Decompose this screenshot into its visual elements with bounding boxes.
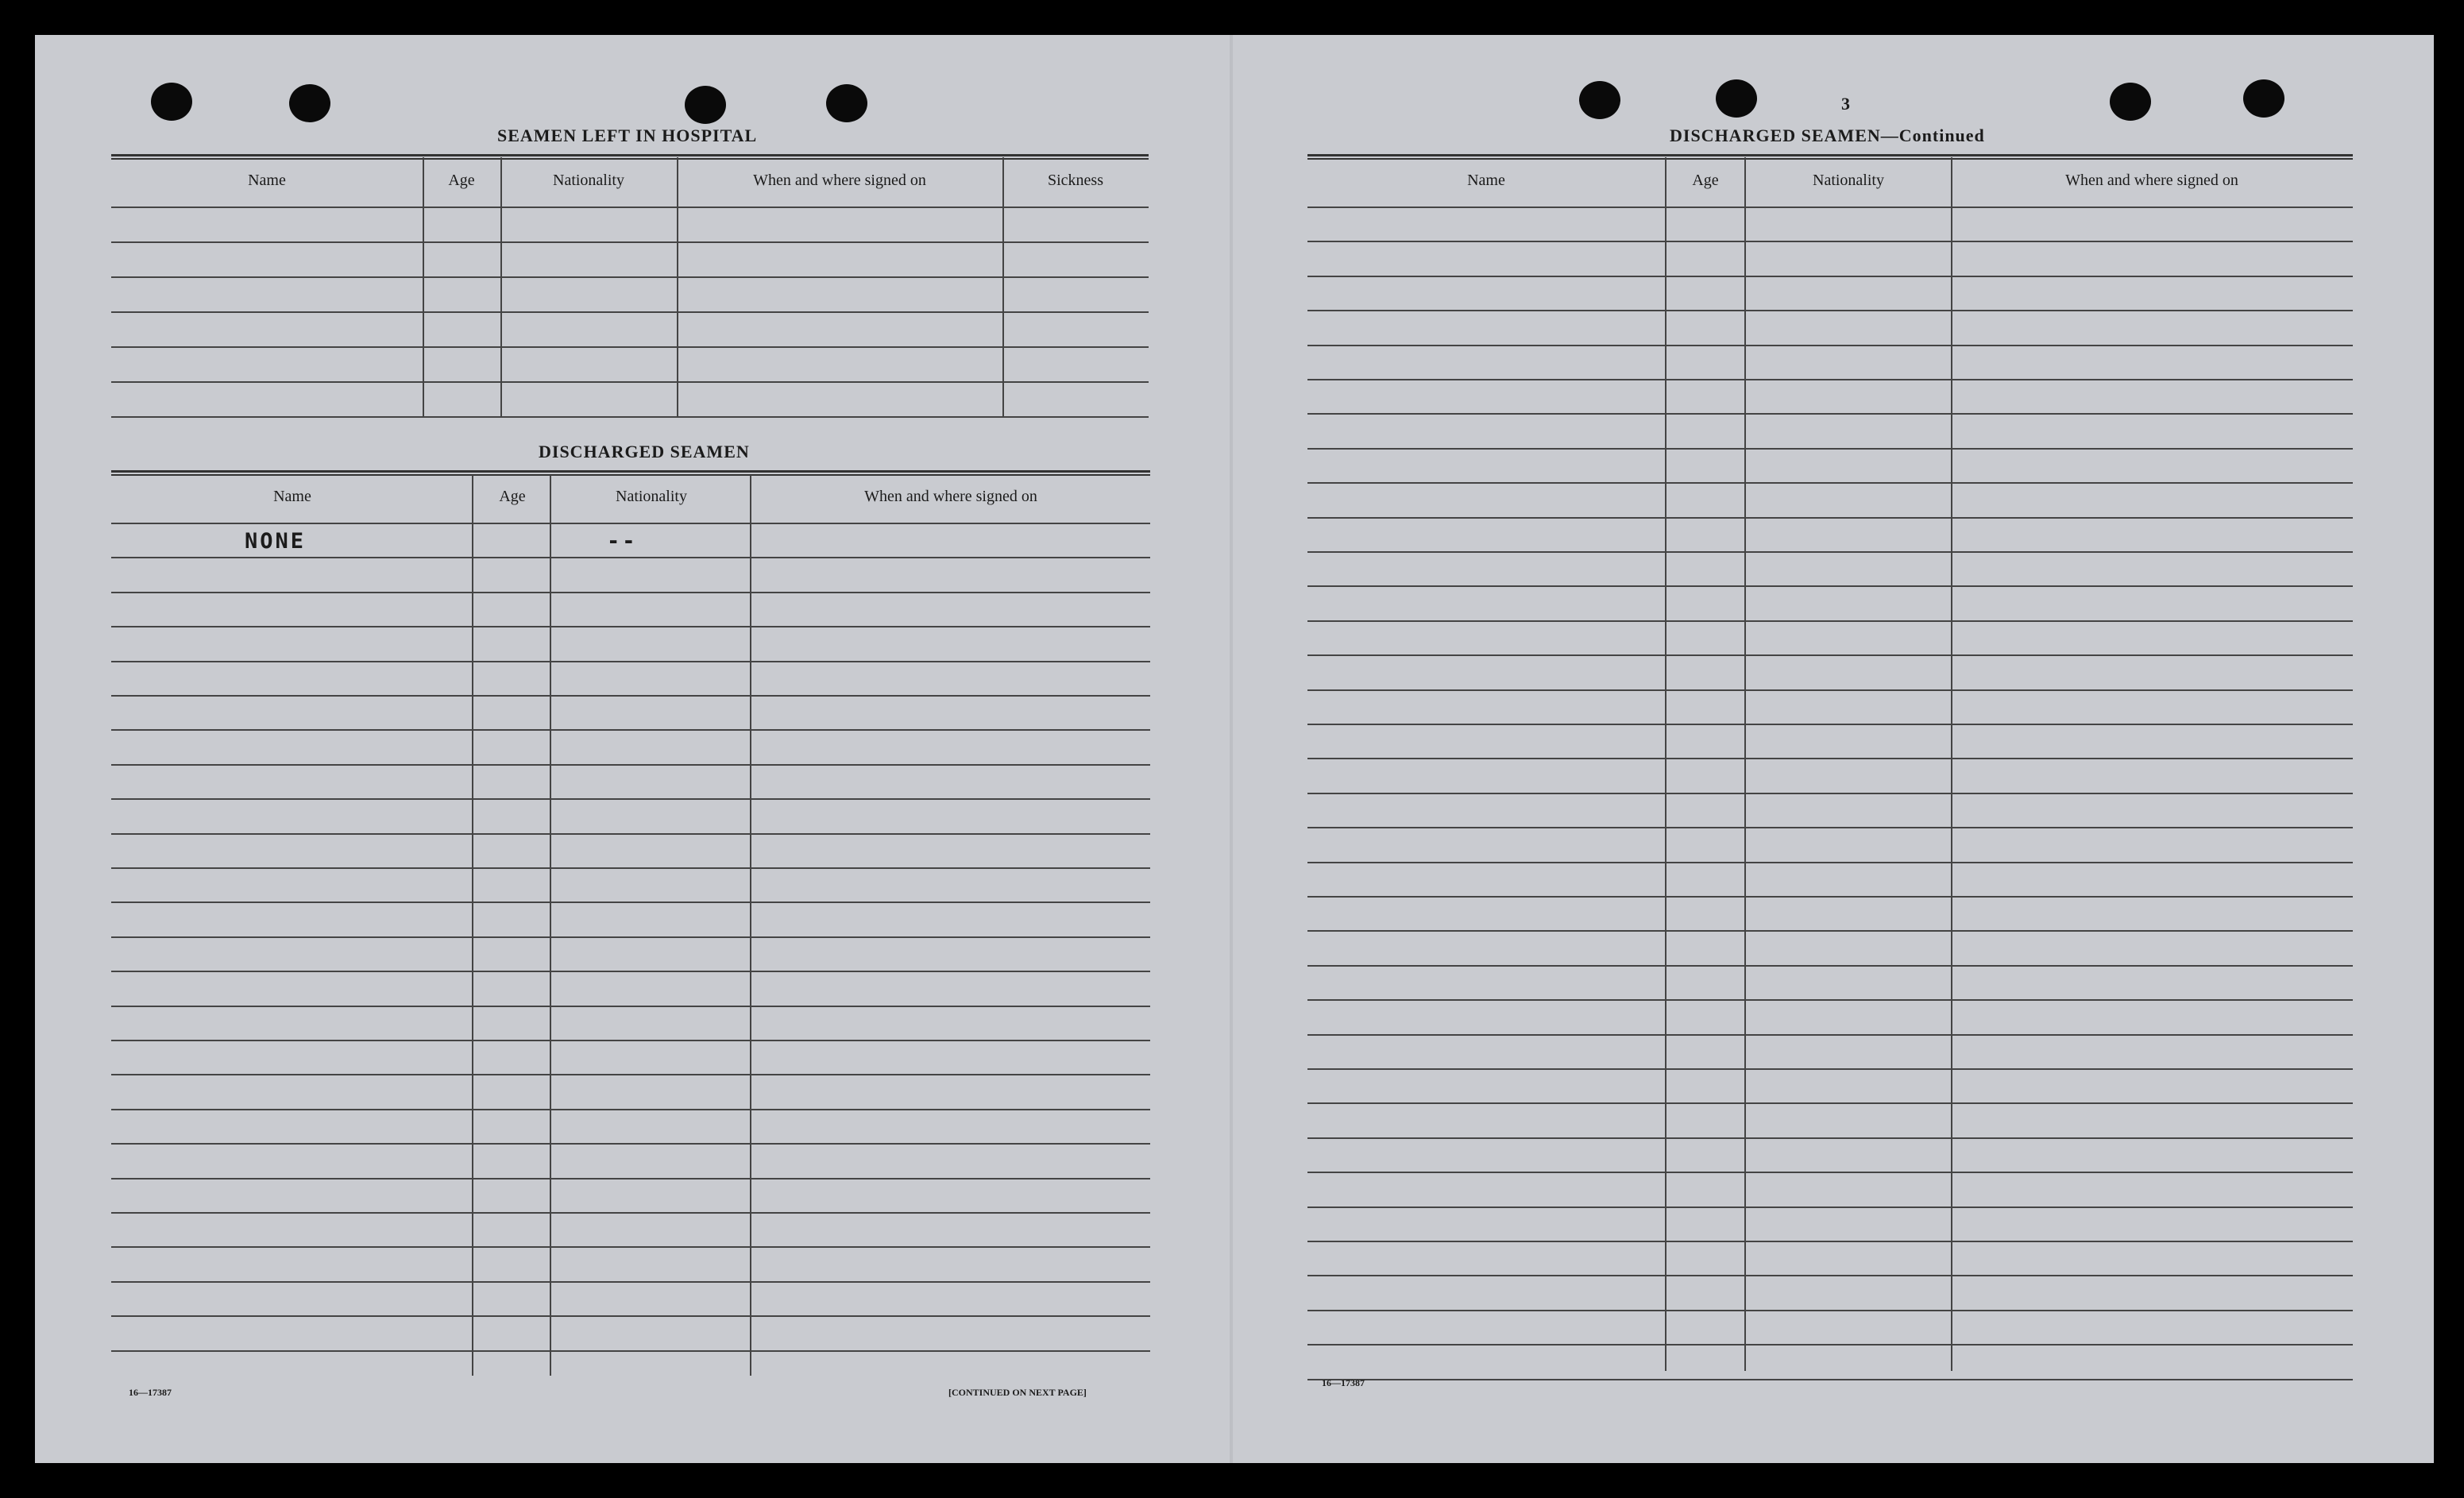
right-form-number: 16—17387 <box>1322 1377 1365 1388</box>
table-row-line <box>111 936 1150 938</box>
table-row-line <box>1307 758 2353 759</box>
table-row-line <box>111 729 1150 731</box>
table-row-line <box>111 241 1149 243</box>
table-row-line <box>1307 276 2353 277</box>
table-row-line <box>111 381 1149 383</box>
table-row-line <box>111 1040 1150 1041</box>
hospital-col-age: Age <box>448 172 475 189</box>
table-row-line <box>1307 724 2353 725</box>
table-row-line <box>1307 241 2353 242</box>
table-row-line <box>111 1143 1150 1145</box>
table-row-line <box>1307 1241 2353 1242</box>
discharged-col-age: Age <box>499 488 526 505</box>
table-row-line <box>111 523 1150 524</box>
table-row-line <box>1307 1310 2353 1311</box>
table-row-line <box>111 1281 1150 1283</box>
table-row-line <box>1307 1034 2353 1036</box>
discharged-entry-nationality: -- <box>607 529 638 554</box>
continued-col-age: Age <box>1692 172 1719 189</box>
table-row-line <box>111 416 1149 418</box>
hospital-header-rule <box>111 154 1149 160</box>
table-row-line <box>111 833 1150 835</box>
table-row-line <box>1307 207 2353 208</box>
continued-col-name: Name <box>1467 172 1505 189</box>
table-row-line <box>1307 379 2353 380</box>
hospital-col-divider <box>677 157 678 418</box>
table-row-line <box>1307 1137 2353 1139</box>
table-row-line <box>111 592 1150 593</box>
table-row-line <box>111 1109 1150 1110</box>
page-fold <box>1230 35 1233 1463</box>
table-row-line <box>111 346 1149 348</box>
continued-col-nationality: Nationality <box>1813 172 1884 189</box>
hospital-col-nationality: Nationality <box>553 172 624 189</box>
punch-hole <box>826 84 867 122</box>
hospital-col-sickness: Sickness <box>1048 172 1103 189</box>
table-row-line <box>1307 1068 2353 1070</box>
table-row-line <box>111 1246 1150 1248</box>
hospital-col-divider <box>1002 157 1004 418</box>
continued-col-divider <box>1951 157 1952 1371</box>
punch-hole <box>1579 81 1620 119</box>
table-row-line <box>111 1350 1150 1352</box>
discharged-col-name: Name <box>273 488 311 505</box>
hospital-section-title: SEAMEN LEFT IN HOSPITAL <box>497 125 758 145</box>
table-row-line <box>111 1178 1150 1179</box>
table-row-line <box>1307 1207 2353 1208</box>
table-row-line <box>111 557 1150 558</box>
continued-note: [CONTINUED ON NEXT PAGE] <box>948 1387 1087 1398</box>
continued-col-divider <box>1744 157 1746 1371</box>
table-row-line <box>1307 1102 2353 1104</box>
table-row-line <box>1307 345 2353 346</box>
table-row-line <box>1307 965 2353 967</box>
table-row-line <box>111 1315 1150 1317</box>
table-row-line <box>111 902 1150 903</box>
table-row-line <box>1307 999 2353 1001</box>
table-row-line <box>111 207 1149 208</box>
table-row-line <box>111 311 1149 313</box>
punch-hole <box>685 86 726 124</box>
left-form-number: 16—17387 <box>129 1387 172 1398</box>
table-row-line <box>1307 1344 2353 1345</box>
table-row-line <box>1307 689 2353 691</box>
table-row-line <box>111 626 1150 627</box>
hospital-col-name: Name <box>248 172 286 189</box>
table-row-line <box>1307 585 2353 587</box>
punch-hole <box>2110 83 2151 121</box>
hospital-col-divider <box>500 157 502 418</box>
table-row-line <box>111 971 1150 972</box>
table-row-line <box>1307 654 2353 656</box>
table-row-line <box>1307 930 2353 932</box>
continued-col-divider <box>1665 157 1666 1371</box>
table-row-line <box>1307 1172 2353 1173</box>
table-row-line <box>111 695 1150 697</box>
table-row-line <box>111 1212 1150 1214</box>
table-row-line <box>111 867 1150 869</box>
table-row-line <box>1307 1379 2353 1380</box>
discharged-header-rule <box>111 470 1150 476</box>
discharged-col-signed-on: When and where signed on <box>864 488 1037 505</box>
punch-hole <box>1716 79 1757 118</box>
punch-hole <box>289 84 330 122</box>
discharged-col-nationality: Nationality <box>616 488 687 505</box>
table-row-line <box>1307 551 2353 553</box>
discharged-section-title: DISCHARGED SEAMEN <box>539 442 750 461</box>
table-row-line <box>1307 448 2353 450</box>
table-row-line <box>1307 620 2353 622</box>
table-row-line <box>1307 862 2353 863</box>
punch-hole <box>151 83 192 121</box>
discharged-col-divider <box>750 475 751 1376</box>
hospital-col-signed-on: When and where signed on <box>753 172 926 189</box>
table-row-line <box>1307 413 2353 415</box>
table-row-line <box>1307 896 2353 898</box>
hospital-col-divider <box>423 157 424 418</box>
table-row-line <box>1307 482 2353 484</box>
page-number: 3 <box>1841 94 1850 114</box>
table-row-line <box>1307 310 2353 311</box>
continued-section-title: DISCHARGED SEAMEN—Continued <box>1670 125 1985 145</box>
document-page <box>35 35 2434 1463</box>
table-row-line <box>1307 517 2353 519</box>
continued-col-signed-on: When and where signed on <box>2065 172 2238 189</box>
discharged-col-divider <box>550 475 551 1376</box>
table-row-line <box>1307 1275 2353 1276</box>
table-row-line <box>111 1074 1150 1075</box>
table-row-line <box>111 764 1150 766</box>
continued-header-rule <box>1307 154 2353 160</box>
discharged-col-divider <box>472 475 473 1376</box>
table-row-line <box>111 1006 1150 1007</box>
punch-hole <box>2243 79 2284 118</box>
table-row-line <box>111 276 1149 278</box>
table-row-line <box>111 661 1150 662</box>
table-row-line <box>1307 793 2353 794</box>
table-row-line <box>111 798 1150 800</box>
table-row-line <box>1307 827 2353 828</box>
discharged-entry-name: NONE <box>245 529 307 554</box>
